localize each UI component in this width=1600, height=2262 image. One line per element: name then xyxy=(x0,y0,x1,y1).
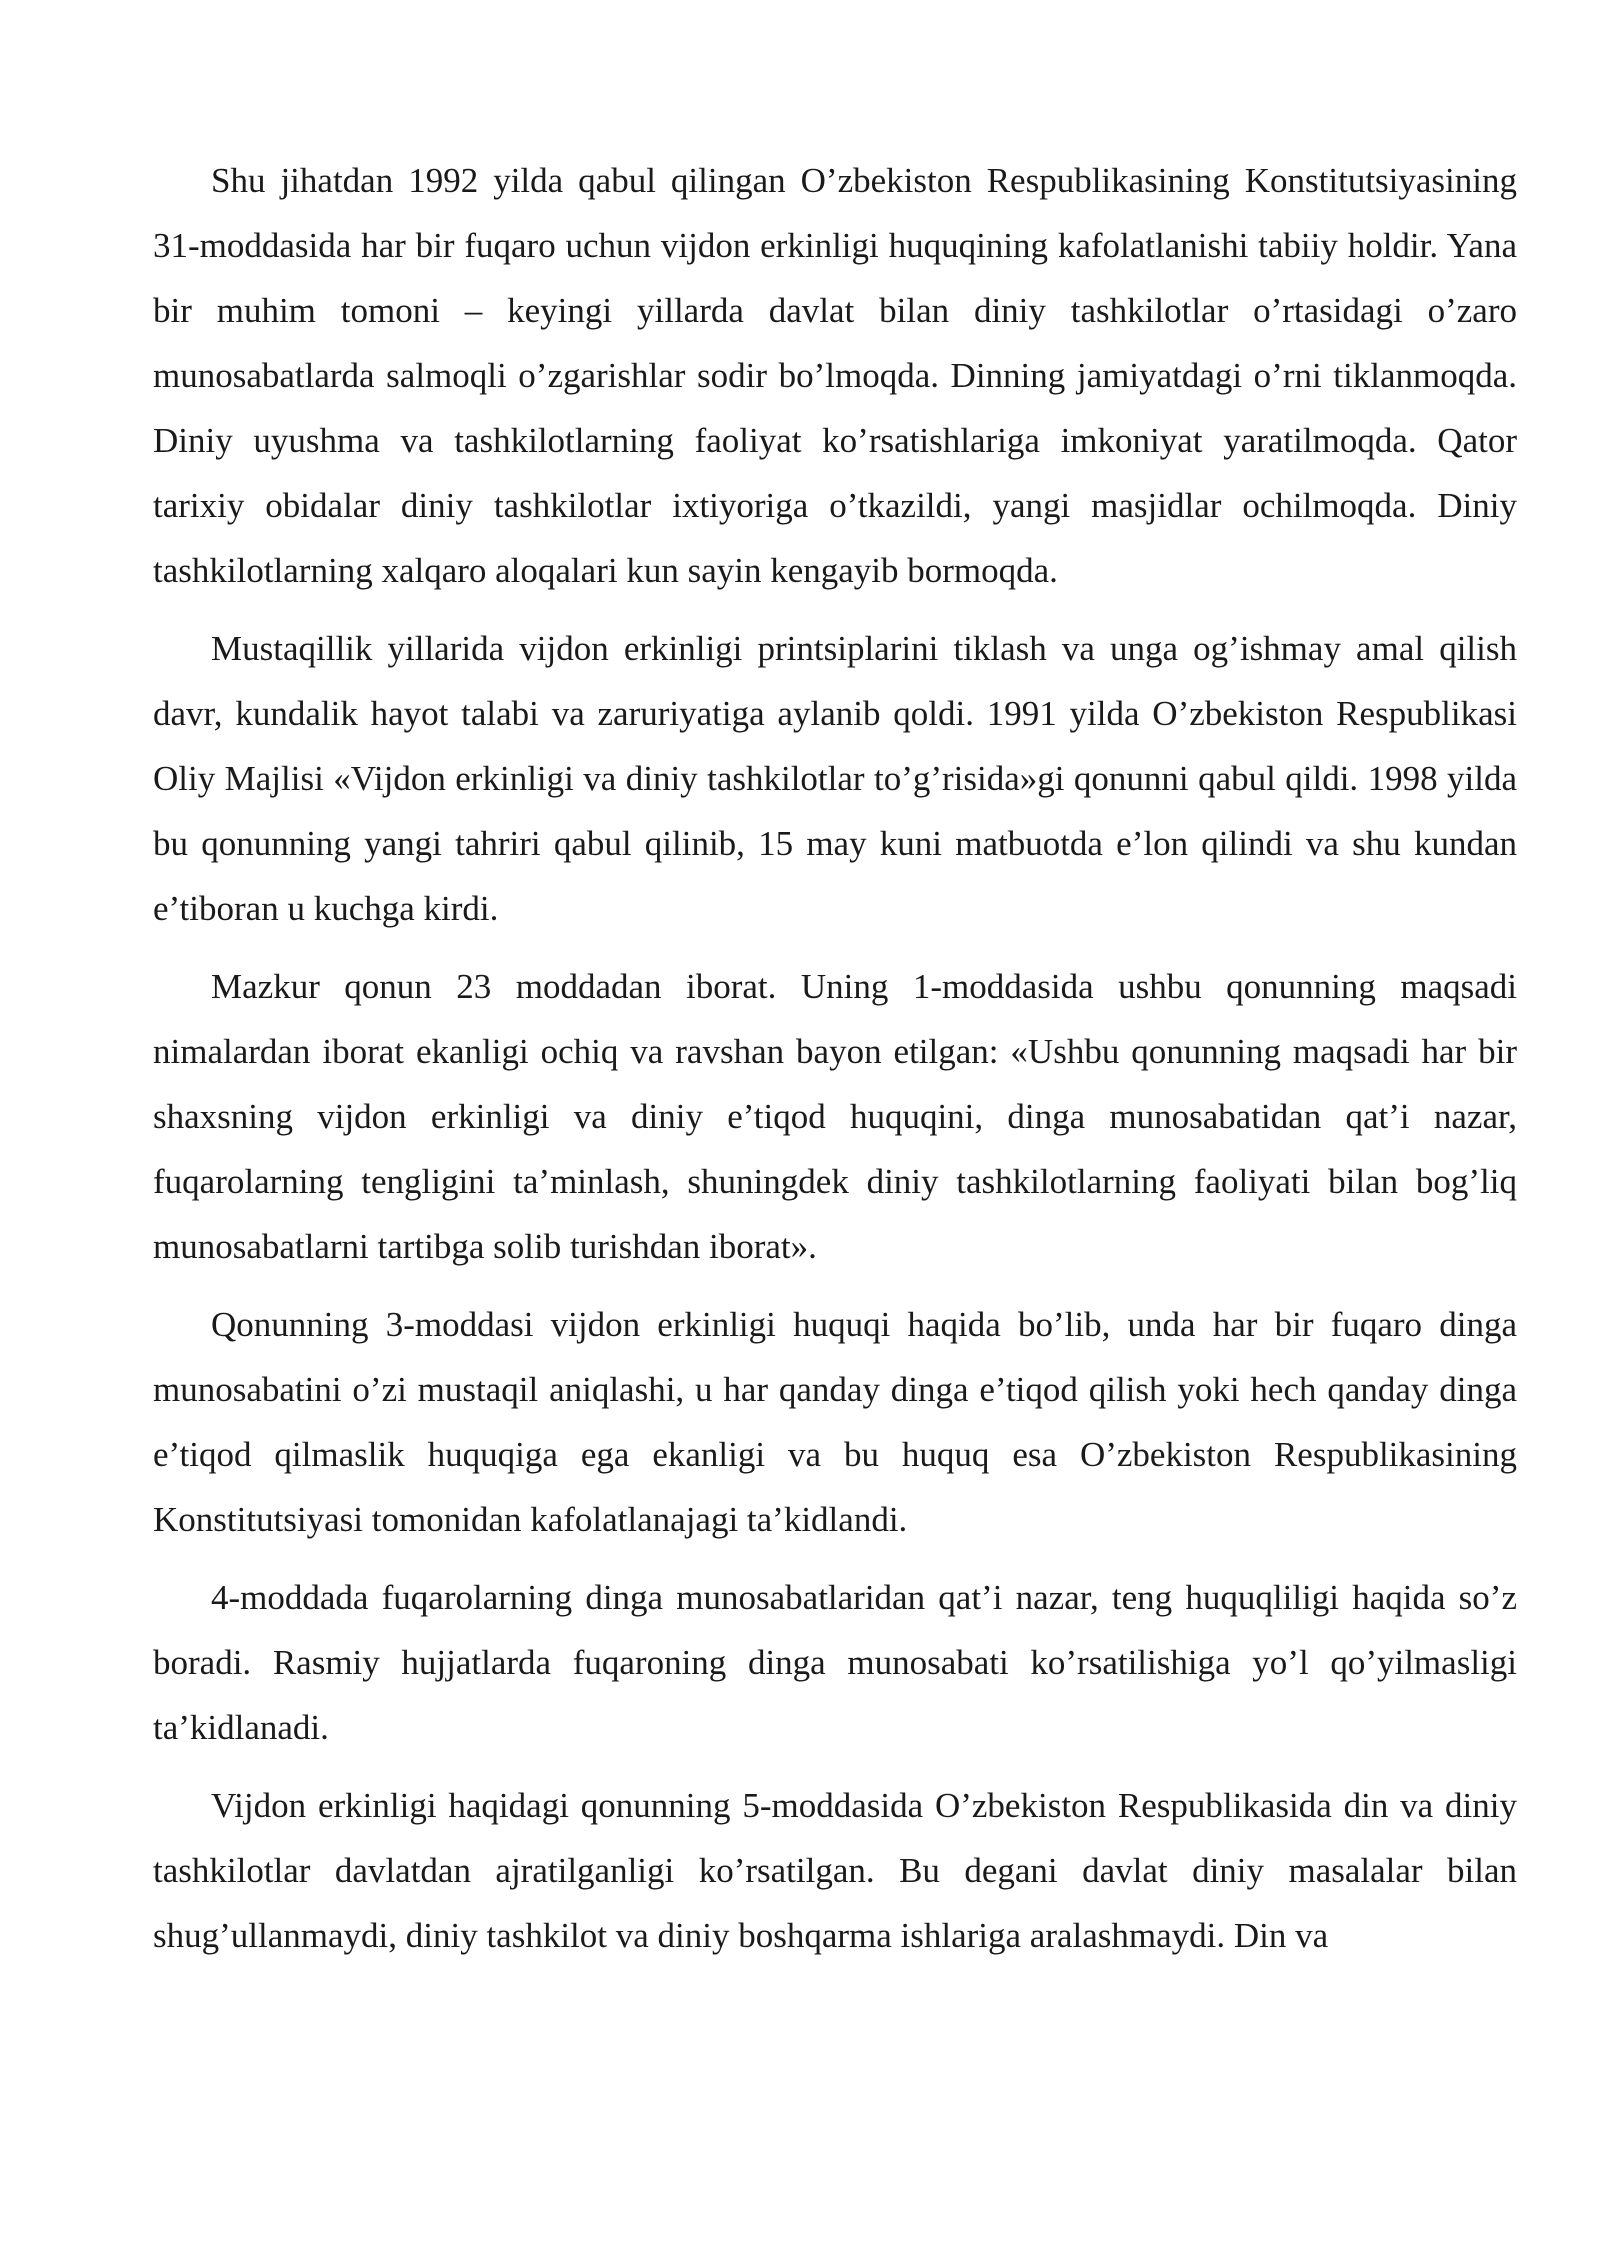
paragraph-4: Qonunning 3-moddasi vijdon erkinligi huquqi haqida bo’lib, unda har bir fuqaro dinga munosabatini o’zi mustaqil aniqlashi, u har qanday dinga e’tiqod qilish yoki hech qanday dinga e’tiqod qilmaslik huquqiga ega ekanligi va bu huquq esa O’zbekiston Respublikasining Konstitutsiyasi tomonidan kafolatlanajagi ta’kidlandi. xyxy=(153,1305,1517,1539)
paragraph-3: Mazkur qonun 23 moddadan iborat. Uning 1-moddasida ushbu qonunning maqsadi nimalardan iborat ekanligi ochiq va ravshan bayon etilgan: «Ushbu qonunning maqsadi har bir shaxsning vijdon erkinligi va diniy e’tiqod huquqini, dinga munosabatidan qat’i nazar, fuqarolarning tengligini ta’minlash, shuningdek diniy tashkilotlarning faoliyati bilan bog’liq munosabatlarni tartibga solib turishdan iborat». xyxy=(153,967,1517,1266)
paragraph-6: Vijdon erkinligi haqidagi qonunning 5-moddasida O’zbekiston Respublikasida din va diniy tashkilotlar davlatdan ajratilganligi ko’rsatilgan. Bu degani davlat diniy masalalar bilan shug’ullanmaydi, diniy tashkilot va diniy boshqarma ishlariga aralashmaydi. Din va xyxy=(153,1786,1517,1955)
document-page xyxy=(153,148,1517,1981)
paragraph-2: Mustaqillik yillarida vijdon erkinligi printsiplarini tiklash va unga og’ishmay amal qilish davr, kundalik hayot talabi va zaruriyatiga aylanib qoldi. 1991 yilda O’zbekiston Respublikasi Oliy Majlisi «Vijdon erkinligi va diniy tashkilotlar to’g’risida»gi qonunni qabul qildi. 1998 yilda bu qonunning yangi tahriri qabul qilinib, 15 may kuni matbuotda e’lon qilindi va shu kundan e’tiboran u kuchga kirdi. xyxy=(153,629,1517,928)
paragraph-1: Shu jihatdan 1992 yilda qabul qilingan O’zbekiston Respublikasining Konstitutsiyasining 31-moddasida har bir fuqaro uchun vijdon erkinligi huquqining kafolatlanishi tabiiy holdir. Yana bir muhim tomoni – keyingi yillarda davlat bilan diniy tashkilotlar o’rtasidagi o’zaro munosabatlarda salmoqli o’zgarishlar sodir bo’lmoqda. Dinning jamiyatdagi o’rni tiklanmoqda. Diniy uyushma va tashkilotlarning faoliyat ko’rsatishlariga imkoniyat yaratilmoqda. Qator tarixiy obidalar diniy tashkilotlar ixtiyoriga o’tkazildi, yangi masjidlar ochilmoqda. Diniy tashkilotlarning xalqaro aloqalari kun sayin kengayib bormoqda. xyxy=(153,161,1517,590)
paragraph-5: 4-moddada fuqarolarning dinga munosabatlaridan qat’i nazar, teng huquqliligi haqida so’z boradi. Rasmiy hujjatlarda fuqaroning dinga munosabati ko’rsatilishiga yo’l qo’yilmasligi ta’kidlanadi. xyxy=(153,1578,1517,1747)
